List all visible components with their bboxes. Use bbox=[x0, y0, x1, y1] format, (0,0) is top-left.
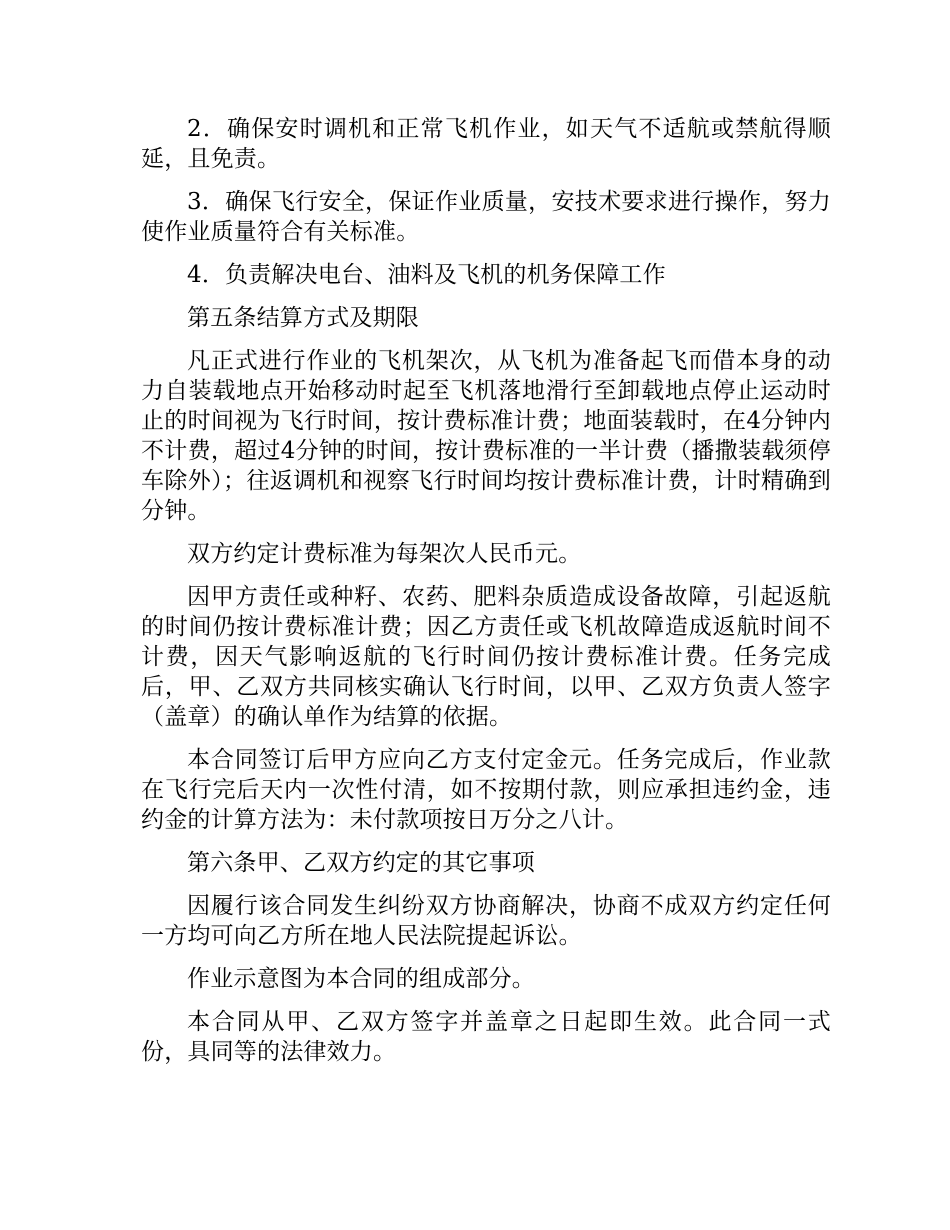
paragraph-work-diagram: 作业示意图为本合同的组成部分。 bbox=[187, 966, 535, 992]
paragraph-clause-4: 4．负责解决电台、油料及飞机的机务保障工作 bbox=[187, 262, 666, 288]
paragraph-return-flight-billing: 因甲方责任或种籽、农药、肥料杂质造成设备故障，引起返航的时间仍按计费标准计费；因乙方责任或飞机故障造成返航时间不计费，因天气影响返航的飞行时间仍按计费标准计费。任务完成后，甲、乙双方共同核实确认飞行时间，以甲、乙双方负责人签字（盖章）的确认单作为结算的依据。 bbox=[141, 584, 831, 730]
paragraph-fee-standard: 双方约定计费标准为每架次人民币元。 bbox=[187, 541, 582, 567]
document-body bbox=[141, 114, 831, 1080]
paragraph-flight-time-definition: 凡正式进行作业的飞机架次，从飞机为准备起飞而借本身的动力自装载地点开始移动时起至飞机落地滑行至卸载地点停止运动时止的时间视为飞行时间，按计费标准计费；地面装载时，在4分钟内不计费，超过4分钟的时间，按计费标准的一半计费（播撒装载须停车除外）；往返调机和视察飞行时间均按计费标准计费，计时精确到分钟。 bbox=[141, 348, 831, 524]
paragraph-effective-date: 本合同从甲、乙双方签字并盖章之日起即生效。此合同一式份，具同等的法律效力。 bbox=[141, 1009, 831, 1065]
paragraph-dispute-resolution: 因履行该合同发生纠纷双方协商解决，协商不成双方约定任何一方均可向乙方所在地人民法院提起诉讼。 bbox=[141, 893, 831, 949]
paragraph-deposit-payment: 本合同签订后甲方应向乙方支付定金元。任务完成后，作业款在飞行完后天内一次性付清，如不按期付款，则应承担违约金，违约金的计算方法为：未付款项按日万分之八计。 bbox=[141, 747, 831, 833]
paragraph-clause-3: 3．确保飞行安全，保证作业质量，安技术要求进行操作，努力使作业质量符合有关标准。 bbox=[141, 189, 831, 245]
paragraph-clause-2: 2．确保安时调机和正常飞机作业，如天气不适航或禁航得顺延，且免责。 bbox=[141, 116, 831, 172]
section-heading-article-6: 第六条甲、乙双方约定的其它事项 bbox=[187, 850, 535, 876]
section-heading-article-5: 第五条结算方式及期限 bbox=[187, 305, 419, 331]
